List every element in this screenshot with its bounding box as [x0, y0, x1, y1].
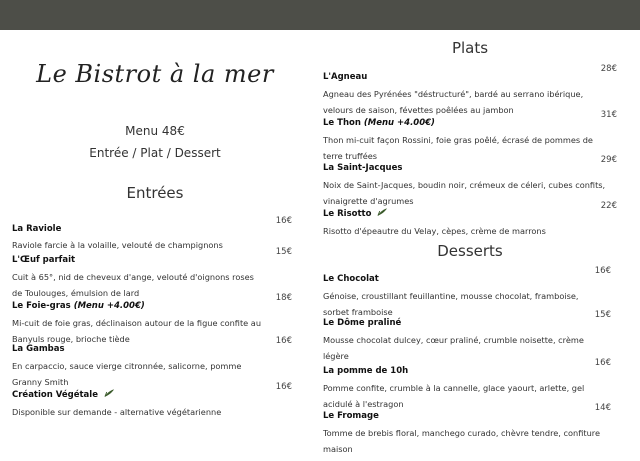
item-description: Pomme confite, crumble à la cannelle, glace yaourt, arlette, gel acidulé à l'estragon	[323, 383, 585, 409]
item-name: La Saint-Jacques	[323, 163, 403, 173]
item-description: Génoise, croustillant feuillantine, mousse chocolat, framboise, sorbet framboise	[323, 291, 579, 317]
item-description: Mousse chocolat dulcey, cœur praliné, crumble noisette, crème légère	[323, 335, 584, 361]
item-name: L'Agneau	[323, 72, 368, 82]
item-name: Le Fromage	[323, 411, 379, 421]
item-description: Disponible sur demande - alternative végétarienne	[12, 407, 222, 417]
menu-item	[12, 382, 298, 420]
item-description: Agneau des Pyrénées "déstructuré", bardé au serrano ibérique, velours de saison, févettes poêlées au jambon	[323, 89, 584, 115]
menu-item	[323, 403, 617, 457]
item-price: 18€	[275, 293, 292, 303]
top-bar	[0, 0, 640, 30]
item-price: 15€	[594, 310, 611, 320]
item-price: 14€	[594, 403, 611, 413]
section-title-entrees: Entrées	[126, 184, 184, 202]
leaf-icon	[377, 207, 388, 217]
item-description: Tomme de brebis floral, manchego curado, chèvre tendre, confiture maison	[323, 428, 600, 454]
section-title-desserts: Desserts	[437, 242, 503, 260]
item-description: En carpaccio, sauce vierge citronnée, salicorne, pomme Granny Smith	[12, 361, 242, 387]
item-description: Noix de Saint-Jacques, boudin noir, crémeux de céleri, cubes confits, vinaigrette d'agrumes	[323, 180, 606, 206]
item-description: Mi-cuit de foie gras, déclinaison autour de la figue confite au Banyuls rouge, brioche tiède	[12, 318, 262, 344]
menu-item	[323, 201, 617, 239]
item-price: 31€	[600, 110, 617, 120]
restaurant-name: Le Bistrot à la mer	[36, 60, 274, 88]
item-description: Thon mi-cuit façon Rossini, foie gras poêlé, écrasé de pommes de terre truffées	[323, 135, 593, 161]
item-name: Le Thon (Menu +4.00€)	[323, 118, 435, 128]
item-name: Le Risotto	[323, 207, 388, 219]
item-price: 29€	[600, 155, 617, 165]
item-name: Le Foie-gras (Menu +4.00€)	[12, 301, 145, 311]
item-price: 16€	[275, 336, 292, 346]
item-name: Le Chocolat	[323, 274, 379, 284]
item-price: 16€	[594, 266, 611, 276]
item-name: Le Dôme praliné	[323, 318, 402, 328]
item-name: Création Végétale	[12, 388, 115, 400]
item-name: L'Œuf parfait	[12, 255, 76, 265]
item-description: Cuit à 65°, nid de cheveux d'ange, velouté d'oignons roses de Toulouges, émulsion de lard	[12, 272, 254, 298]
item-price: 16€	[275, 216, 292, 226]
item-description: Risotto d'épeautre du Velay, cèpes, crème de marrons	[323, 226, 546, 236]
item-price: 28€	[600, 64, 617, 74]
item-price: 16€	[275, 382, 292, 392]
leaf-icon	[104, 388, 115, 398]
item-price: 16€	[594, 358, 611, 368]
menu-courses: Entrée / Plat / Dessert	[89, 146, 221, 160]
menu-price: Menu 48€	[125, 124, 185, 138]
item-price: 15€	[275, 247, 292, 257]
item-name: La Gambas	[12, 344, 65, 354]
item-name: La Raviole	[12, 224, 62, 234]
menu-item	[323, 310, 617, 364]
section-title-plats: Plats	[451, 39, 489, 57]
item-name: La pomme de 10h	[323, 366, 409, 376]
item-description: Raviole farcie à la volaille, velouté de champignons	[12, 240, 223, 250]
item-price: 22€	[600, 201, 617, 211]
